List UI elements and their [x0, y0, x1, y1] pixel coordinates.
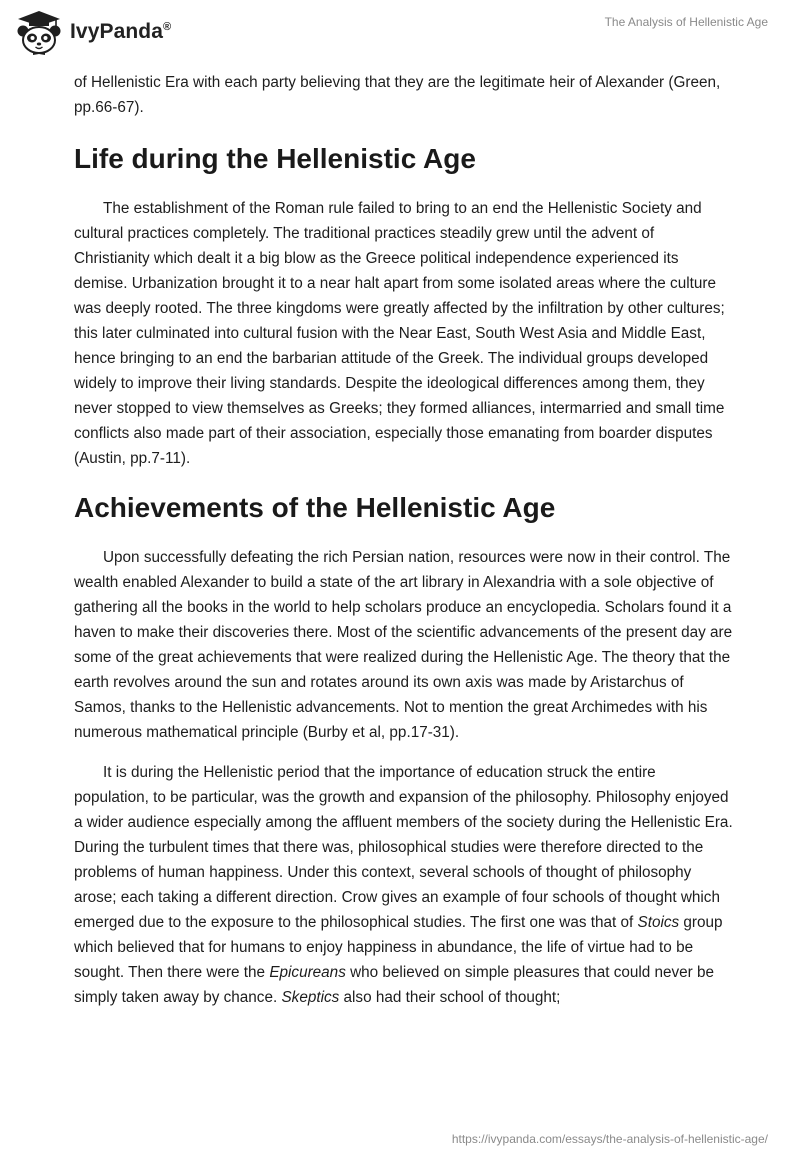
text-segment: group which believed that for humans to enjoy happiness in abundance, the life of virtue had to be sought. Then there were the [74, 914, 723, 981]
text-segment: also had their school of thought; [339, 989, 561, 1006]
page-header [0, 0, 800, 64]
brand-logo[interactable] [14, 9, 171, 55]
section-heading-life: Life during the Hellenistic Age [74, 143, 476, 174]
emphasis-stoics: Stoics [637, 914, 680, 931]
document-title: The Analysis of Hellenistic Age [604, 15, 768, 29]
brand-name: IvyPanda® [70, 20, 172, 43]
source-url[interactable]: https://ivypanda.com/essays/the-analysis-of-hellenistic-age/ [451, 1132, 768, 1146]
section-paragraph-achievements-2 [74, 760, 734, 1010]
essay-body [74, 70, 734, 1010]
registered-mark: ® [163, 21, 172, 33]
emphasis-skeptics: Skeptics [281, 989, 340, 1006]
panda-graduate-icon [14, 9, 64, 55]
text-segment: who believed on simple pleasures that could never be simply taken away by chance. [74, 964, 715, 1006]
section-paragraph-achievements-1: Upon successfully defeating the rich Persian nation, resources were now in their control. The wealth enabled Alexander to build a state of the art library in Alexandria with a sole objective of gathering all the books in the world to help scholars produce an encyclopedia. Scholars found it a haven to make their discoveries there. Most of the scientific advancements of the present day are some of the great achievements that were realized during the Hellenistic Age. The theory that the earth revolves around the sun and rotates around its own axis was made by Aristarchus of Samos, thanks to the Hellenistic advancements. Not to mention the great Archimedes with his numerous mathematical principle (Burby et al, pp.17-31). [74, 549, 733, 741]
text-segment: It is during the Hellenistic period that the importance of education struck the entire population, to be particular, was the growth and expansion of the philosophy. Philosophy enjoyed a wider audience especially among the affluent members of the society during the Hellenistic Era. During the turbulent times that there was, philosophical studies were therefore directed to the problems of human happiness. Under this context, several schools of thought of philosophy arose; each taking a different direction. Crow gives an example of four schools of thought which emerged due to the exposure to the philosophical studies. The first one was that of [74, 764, 733, 931]
section-paragraph-life: The establishment of the Roman rule failed to bring to an end the Hellenistic Society and cultural practices completely. The traditional practices steadily grew until the advent of Christianity which dealt it a big blow as the Greece political independence experienced its demise. Urbanization brought it to a near halt apart from some isolated areas where the culture was deeply rooted. The three kingdoms were greatly affected by the infiltration by other cultures; this later culminated into cultural fusion with the Near East, South West Asia and Middle East, hence bringing to an end the barbarian attitude of the Greek. The individual groups developed widely to improve their living standards. Despite the ideological differences among them, they never stopped to view themselves as Greeks; they formed alliances, intermarried and small time conflicts also made part of their association, especially those emanating from boarder disputes (Austin, pp.7-11). [74, 200, 725, 467]
emphasis-epicureans: Epicureans [269, 964, 346, 981]
intro-paragraph: of Hellenistic Era with each party believing that they are the legitimate heir of Alexander (Green, pp.66-67). [74, 74, 721, 116]
section-heading-achievements: Achievements of the Hellenistic Age [74, 492, 556, 523]
